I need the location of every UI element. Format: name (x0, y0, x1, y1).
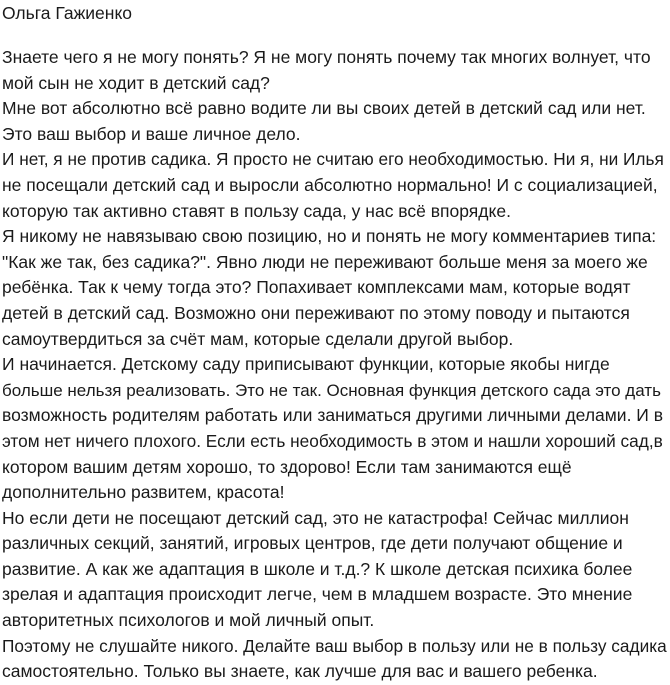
text-line: И нет, я не против садика. Я просто не считаю его необходимостью. Ни я, ни Илья (2, 149, 664, 170)
text-line: Это ваш выбор и ваше личное дело. (2, 123, 301, 144)
text-line: самостоятельно. Только вы знаете, как лучше для вас и вашего ребенка. (2, 661, 598, 682)
text-line: развитие. А как же адаптация в школе и т.д.? К школе детская психика более (2, 558, 633, 579)
author-name: Ольга Гажиенко (2, 3, 133, 23)
text-line: мой сын не ходит в детский сад? (2, 72, 270, 93)
text-line: ребёнка. Так к чему тогда это? Попахивает комплексами мам, которые водят (2, 277, 631, 298)
text-line: различных секций, занятий, игровых центров, где дети получают общение и (2, 533, 623, 554)
text-line: не посещали детский сад и выросли абсолютно нормально! И с социализацией, (2, 174, 658, 195)
text-line: больше нельзя реализовать. Это не так. Основная функция детского сада это дать (2, 380, 661, 400)
text-line: дополнительно развитем, красота! (2, 482, 285, 503)
text-line: котором вашим детям хорошо, то здорово! Если там занимаются ещё (2, 456, 572, 477)
text-line: самоутвердиться за счёт мам, которые сделали другой выбор. (2, 328, 514, 349)
text-line: И начинается. Детскому саду приписывают функции, которые якобы нигде (2, 354, 610, 375)
text-line: этом нет ничего плохого. Если есть необходимость в этом и нашли хороший сад,в (2, 430, 663, 451)
text-line: Поэтому не слушайте никого. Делайте ваш выбор в пользу или не в пользу садика (2, 635, 667, 656)
text-line: детей в детский сад. Возможно они переживают по этому поводу и пытаются (2, 302, 630, 323)
text-line: Мне вот абсолютно всё равно водите ли вы своих детей в детский сад или нет. (2, 98, 646, 119)
text-line: Но если дети не посещают детский сад, это не катастрофа! Сейчас миллион (2, 507, 629, 528)
text-line: "Как же так, без садика?". Явно люди не переживают больше меня за моего же (2, 251, 648, 272)
text-line: Я никому не навязываю свою позицию, но и понять не могу комментариев типа: (2, 226, 657, 247)
text-line: авторитетных психологов и мой личный опыт. (2, 610, 375, 631)
text-line: Знаете чего я не могу понять? Я не могу понять почему так многих волнует, что (2, 47, 651, 67)
text-line: зрелая и адаптация происходит легче, чем в младшем возрасте. Это мнение (2, 584, 633, 605)
post-text (2, 45, 668, 685)
text-line: возможность родителям работать или заниматься другими личными делами. И в (2, 405, 664, 426)
text-line: которую так активно ставят в пользу сада, у нас всё впорядке. (2, 200, 511, 221)
